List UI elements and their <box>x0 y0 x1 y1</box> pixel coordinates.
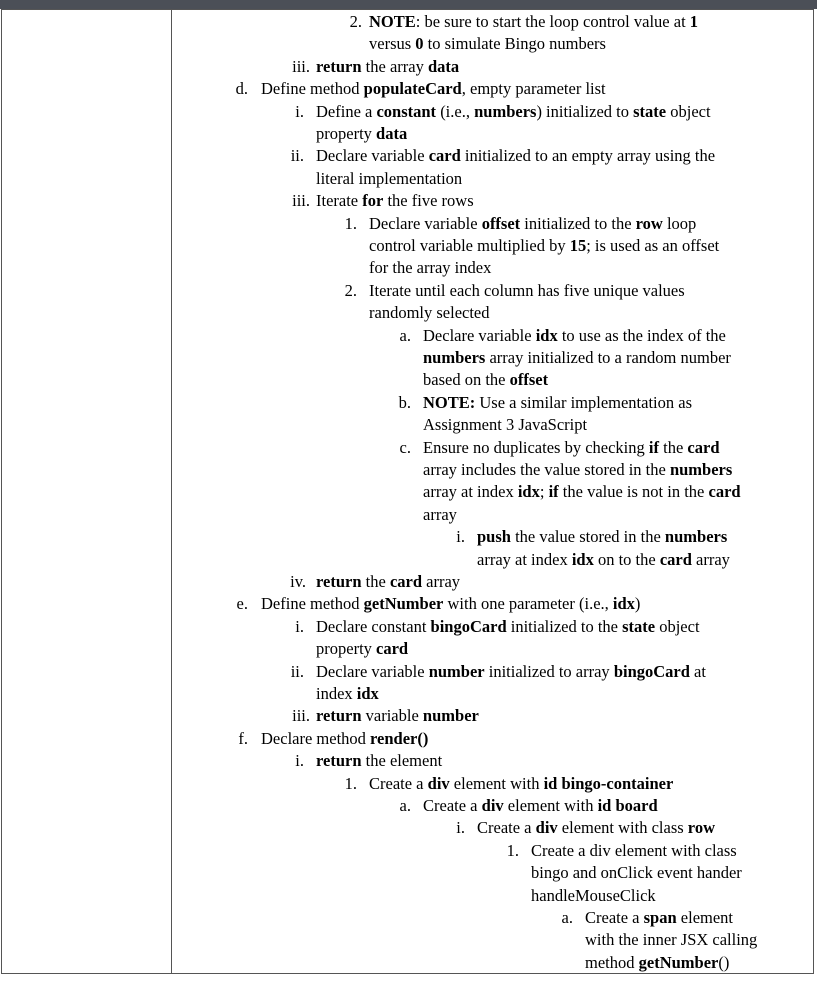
bold-text: NOTE: <box>423 392 476 412</box>
list-item-text <box>316 750 442 772</box>
list-item-text <box>316 616 700 638</box>
text: Ensure no duplicates by checking <box>423 437 649 457</box>
bold-text: 1 <box>689 12 699 31</box>
bold-text: for <box>362 191 384 211</box>
text: ; is used as an offset <box>586 236 720 255</box>
text: Declare variable <box>369 213 482 233</box>
bold-text: populateCard <box>363 79 462 99</box>
list-marker: a. <box>561 908 573 927</box>
list-marker: b. <box>398 392 411 412</box>
bold-text: numbers <box>474 101 537 121</box>
list-item-text <box>423 504 457 526</box>
list-item-text <box>369 257 491 279</box>
list-item-text <box>477 549 730 571</box>
list-item-text <box>423 437 720 459</box>
text: index <box>316 684 357 703</box>
text: the <box>659 437 688 457</box>
bold-text: card <box>687 437 720 457</box>
list-marker: ii. <box>290 661 304 681</box>
list-item-text <box>316 638 408 660</box>
list-marker: d. <box>235 79 248 99</box>
bold-text: span <box>643 908 677 927</box>
bold-text: card <box>708 482 741 502</box>
text: the five rows <box>383 191 474 211</box>
bold-text: getNumber <box>638 952 719 972</box>
list-item-text <box>316 56 459 78</box>
list-item-text <box>423 459 732 481</box>
bold-text: div <box>481 796 504 815</box>
list-marker: i. <box>456 818 465 838</box>
text: Declare constant <box>316 616 431 636</box>
list-item-text <box>369 11 698 33</box>
bold-text: bingoCard <box>430 616 507 636</box>
list-marker: a. <box>399 796 411 815</box>
list-marker: iv. <box>290 572 306 591</box>
text: loop <box>662 213 697 233</box>
list-item-text <box>585 952 729 974</box>
bold-text: 0 <box>415 34 424 54</box>
list-marker: e. <box>236 594 248 614</box>
text: ) <box>634 594 641 614</box>
bold-text: idx <box>356 684 379 703</box>
list-item-text <box>369 302 490 324</box>
bold-text: data <box>427 56 460 76</box>
text: randomly selected <box>369 303 490 323</box>
bold-text: getNumber <box>363 594 444 614</box>
list-item-text <box>423 347 731 369</box>
bold-text: numbers <box>669 460 733 479</box>
text: the value stored in the <box>510 527 665 547</box>
bold-text: if <box>548 482 559 502</box>
text: property <box>316 639 377 659</box>
bold-text: NOTE <box>369 12 416 31</box>
list-marker: 1. <box>344 213 357 233</box>
text: the <box>361 572 390 591</box>
list-item-text <box>316 571 460 593</box>
text: initialized to the <box>506 616 623 636</box>
list-marker: 1. <box>506 840 519 860</box>
text: the value is not in the <box>558 482 709 502</box>
text: ; <box>539 482 549 502</box>
bold-text: return <box>316 572 362 591</box>
list-item-text <box>423 481 741 503</box>
bold-text: card <box>659 549 692 569</box>
text: the array <box>361 56 428 76</box>
bold-text: return <box>316 751 362 771</box>
text: array at index <box>477 549 572 569</box>
text: (i.e., <box>436 101 475 121</box>
bold-text: bingoCard <box>613 661 690 681</box>
list-item-text <box>316 705 479 727</box>
list-item-text <box>531 862 742 884</box>
text: Create a <box>477 818 536 838</box>
text: Create a <box>585 908 644 927</box>
list-marker: 2. <box>349 12 362 31</box>
text: initialized to array <box>484 661 614 681</box>
bold-text: 15 <box>569 236 587 255</box>
bold-text: idx <box>612 594 635 614</box>
list-marker: iii. <box>292 56 310 76</box>
list-item-text <box>369 773 673 795</box>
text: Create a <box>423 796 482 815</box>
list-marker: i. <box>295 616 304 636</box>
list-item-text <box>261 593 640 615</box>
bold-text: state <box>633 101 667 121</box>
list-marker: a. <box>399 325 411 345</box>
text: for the array index <box>369 258 492 278</box>
text: versus <box>369 34 416 54</box>
text: with the inner JSX calling <box>585 930 758 950</box>
list-item-text <box>369 213 696 235</box>
text: with one parameter (i.e., <box>443 594 613 614</box>
text: on to the <box>593 549 660 569</box>
list-item-text <box>316 145 715 167</box>
text: Declare variable <box>423 325 536 345</box>
list-item-text <box>531 840 737 862</box>
list-marker: i. <box>456 527 465 547</box>
text: literal implementation <box>316 168 463 188</box>
text: element with <box>449 773 544 793</box>
bold-text: return <box>316 706 362 726</box>
text: initialized to an empty array using the <box>460 146 716 166</box>
bold-text: data <box>376 124 408 143</box>
column-divider <box>171 9 172 974</box>
text: to use as the index of the <box>557 325 726 345</box>
text: Iterate <box>316 191 363 211</box>
text: variable <box>361 706 423 726</box>
text: based on the <box>423 370 510 390</box>
list-item-text <box>316 101 711 123</box>
list-item-text <box>531 885 656 907</box>
window-top-bar <box>0 0 817 9</box>
text: Use a similar implementation as <box>475 392 693 412</box>
bold-text: idx <box>535 325 558 345</box>
list-marker: 1. <box>344 773 357 793</box>
list-item-text <box>369 33 606 55</box>
bold-text: number <box>422 706 479 726</box>
text: element <box>676 908 734 927</box>
list-item-text <box>369 235 719 257</box>
list-marker: i. <box>295 751 304 771</box>
list-item-text <box>585 929 757 951</box>
text: Create a <box>369 773 428 793</box>
text: Define method <box>261 79 364 99</box>
list-marker: iii. <box>292 191 310 211</box>
bold-text: if <box>648 437 659 457</box>
list-item-text <box>423 392 692 414</box>
text: Create a div element with class <box>531 840 737 860</box>
list-marker: iii. <box>292 706 310 726</box>
text: method <box>585 952 639 972</box>
bold-text: offset <box>509 370 549 390</box>
text: at <box>689 661 706 681</box>
list-marker: f. <box>238 728 248 748</box>
list-marker: ii. <box>290 146 304 166</box>
bold-text: div <box>535 818 558 838</box>
list-marker: c. <box>399 437 411 457</box>
text: Assignment 3 JavaScript <box>423 415 588 435</box>
bold-text: row <box>635 213 663 233</box>
list-item-text <box>423 795 658 817</box>
bold-text: idx <box>571 549 594 569</box>
bold-text: div <box>427 773 450 793</box>
list-item-text <box>477 817 715 839</box>
text: array at index <box>423 482 518 502</box>
list-marker: 2. <box>344 280 357 300</box>
list-item-text <box>261 78 606 100</box>
list-item-text <box>585 907 733 929</box>
list-item-text <box>316 168 462 190</box>
text: ) initialized to <box>536 101 634 121</box>
list-item-text <box>369 280 685 302</box>
bold-text: number <box>428 661 485 681</box>
bold-text: push <box>477 527 511 547</box>
bold-text: constant <box>376 101 437 121</box>
text: handleMouseClick <box>531 885 656 905</box>
list-item-text <box>316 190 474 212</box>
text: array initialized to a random number <box>485 348 731 367</box>
bold-text: render() <box>370 728 429 748</box>
bold-text: row <box>687 818 715 838</box>
text: array <box>691 549 730 569</box>
list-item-text <box>316 123 407 145</box>
bold-text: offset <box>481 213 521 233</box>
text: initialized to the <box>520 213 636 233</box>
list-item-text <box>261 728 428 750</box>
text: bingo and onClick event hander <box>531 863 742 883</box>
list-item-text <box>316 683 379 705</box>
text: object <box>666 101 711 121</box>
bold-text: card <box>428 146 461 166</box>
text: Iterate until each column has five unique values <box>369 280 685 300</box>
bold-text: numbers <box>423 348 486 367</box>
list-item-text <box>423 414 587 436</box>
list-item-text <box>477 526 727 548</box>
text: object <box>655 616 700 636</box>
bold-text: idx <box>517 482 540 502</box>
text: Declare method <box>261 728 371 748</box>
text: Define method <box>261 594 364 614</box>
list-marker: i. <box>295 101 304 121</box>
text: Define a <box>316 101 377 121</box>
text: element with <box>503 796 598 815</box>
text: array <box>422 572 461 591</box>
text: Declare variable <box>316 661 429 681</box>
text: : be sure to start the loop control value at <box>415 12 690 31</box>
text: property <box>316 124 377 143</box>
bold-text: card <box>389 572 423 591</box>
text: control variable multiplied by <box>369 236 570 255</box>
bold-text: id board <box>597 796 658 815</box>
list-item-text <box>316 661 706 683</box>
text: array <box>423 504 457 524</box>
text: , empty parameter list <box>461 79 606 99</box>
bold-text: state <box>622 616 656 636</box>
text: () <box>718 952 730 972</box>
list-item-text <box>423 325 726 347</box>
bold-text: return <box>316 56 362 76</box>
text: the element <box>361 751 443 771</box>
text: to simulate Bingo numbers <box>423 34 606 54</box>
text: Declare variable <box>316 146 429 166</box>
bold-text: numbers <box>664 527 728 547</box>
bold-text: card <box>376 639 409 659</box>
text: element with class <box>557 818 688 838</box>
text: array includes the value stored in the <box>423 460 670 479</box>
bold-text: id bingo-container <box>543 773 674 793</box>
list-item-text <box>423 369 548 391</box>
